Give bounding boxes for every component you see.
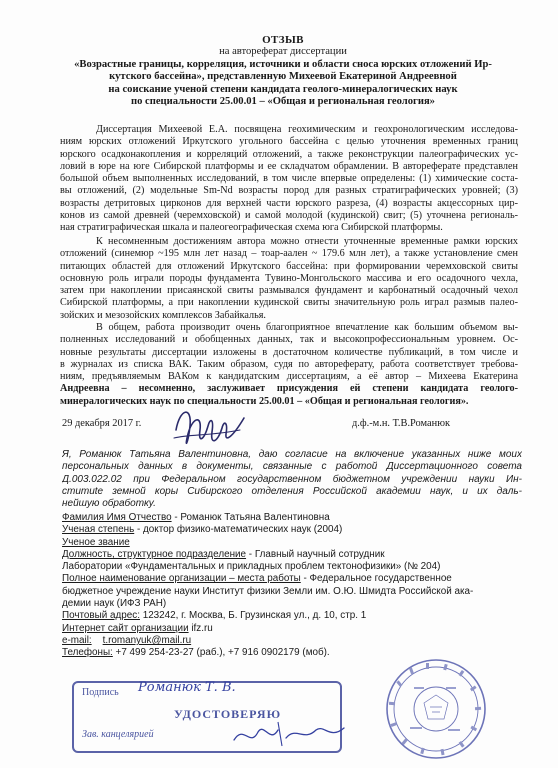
text-line: затем при накоплении присаянской свиты размывался фундамент и карбонатный осадочный чехол — [60, 285, 518, 297]
text-line: К несомненным достижениям автора можно отнести уточненные временные рамки юрских — [96, 236, 518, 247]
text-line: новные результаты диссертации изложены в достаточном количестве публикаций, в том числе и — [60, 346, 518, 358]
info-unit-row-2: Лаборатории «Фундаментальных и прикладных проблем тектонофизики» (№ 204) — [62, 561, 441, 573]
info-value: +7 499 254-23-27 (раб.), +7 916 0902179 (моб). — [112, 647, 330, 659]
document-header — [48, 34, 518, 108]
text-line: полненных исследований и обобщенных данных, так и высокопрофессиональным уровнем. Ос- — [60, 334, 518, 346]
info-degree-row — [62, 524, 532, 536]
info-org-row-2: бюджетное учреждение науки Институт физики Земли им. О.Ю. Шмидта Российской ака- — [62, 585, 474, 597]
text-line: В общем, работа производит очень благоприятное впечатление как большим объемом вы- — [96, 322, 518, 333]
text-line: ловий в юре на юге Сибирской платформы и ее складчатом обрамлении. В автореферате представлен — [60, 160, 518, 172]
text-line: ститute земной коры Сибирского отделения Российской академии наук, и их даль- — [62, 485, 522, 497]
signature-line — [62, 418, 518, 432]
text-line: Д.003.022.02 при Федеральном государственном бюджетном учреждении науки Ин- — [62, 473, 522, 485]
info-label: Почтовый адрес: — [62, 610, 140, 622]
info-site-row — [62, 623, 532, 635]
info-org-row — [62, 573, 532, 585]
review-paragraph-2 — [60, 236, 518, 322]
signer-name: д.ф.-м.н. Т.В.Романюк — [352, 418, 451, 429]
handwritten-signature — [170, 400, 250, 456]
info-value: - Главный научный сотрудник — [246, 548, 385, 560]
info-label: Телефоны: — [62, 647, 113, 659]
review-date: 29 декабря 2017 г. — [62, 418, 142, 429]
info-value: 123242, г. Москва, Б. Грузинская ул., д. 10, стр. 1 — [139, 610, 367, 622]
text-line: Сибирской платформы, а при накоплении кудинской свиты значительную роль играл размыв палео- — [60, 297, 518, 309]
text-line: основную роль играли породы фундамента Тувино-Монгольского массива и его осадочного чехла, — [60, 272, 518, 284]
text-line: зойских и мезозойских комплексов Забайкалья. — [60, 309, 266, 321]
text-line: ниям юрских отложений Иркутского угольного бассейна с целью уточнения временных границ — [60, 136, 518, 148]
text-line: конов из самой древней (черемховской) и самой молодой (кудинской) свит; (5) уточнена региональ- — [60, 210, 518, 222]
stamp-handwritten-signature — [230, 718, 350, 750]
info-label: Ученое звание — [62, 536, 130, 548]
stamp-office-label: Зав. канцелярией — [82, 729, 154, 740]
stamp-signature-label: Подпись — [82, 687, 119, 698]
info-value: - Федеральное государственное — [300, 573, 452, 585]
info-value: - доктор физико-математических наук (2004) — [134, 524, 343, 536]
email-link[interactable]: t.romanyuk@mail.ru — [102, 634, 192, 646]
text-line: большой объем выполненных исследований, в том числе впервые определены: (1) химические соста- — [60, 173, 518, 185]
text-line: возрасты детритовых цирконов для верхней части юрского разреза, (4) возрасты акцессорных цир- — [60, 197, 518, 209]
official-seal — [384, 657, 488, 761]
info-label: Интернет сайт организации — [62, 622, 189, 634]
text-line: персональных данных в документы, связанные с работой Диссертационного совета — [62, 461, 522, 473]
info-title-row — [62, 537, 532, 549]
text-line: отложений (синемюр ~195 млн лет назад – тоар-аален ~ 179.6 млн лет), а также установление смен — [60, 248, 518, 260]
document-title: ОТЗЫВ — [262, 34, 304, 46]
text-line: вы отложений, (2) модельные Sm-Nd возрасты пород для разных стратиграфических уровней; (3) — [60, 185, 518, 197]
info-name-row — [62, 512, 532, 524]
text-line: ниям, предъявляемым ВАКом к кандидатским диссертациям, а её автор – Михеева Екатерина — [60, 371, 518, 383]
consent-statement — [62, 449, 522, 510]
personal-info — [62, 512, 532, 660]
info-value: ifz.ru — [188, 622, 213, 634]
header-thesis-title-2: кутского бассейна», представленную Михеевой Екатериной Андреевной — [109, 71, 457, 83]
info-unit-row — [62, 549, 532, 561]
text-line: ная стратиграфическая шкала и палеогеографическая схема юга Сибирской платформы. — [60, 222, 443, 234]
text-line: Андреевна – несомненно, заслуживает присуждения ей степени кандидата геолого- — [60, 383, 518, 395]
info-label: Полное наименование организации – места работы — [62, 573, 301, 585]
stamp-handwritten-name: Романюк Т. В. — [138, 680, 236, 695]
review-paragraph-1 — [60, 124, 518, 235]
header-degree: на соискание ученой степени кандидата геолого-минералогических наук — [108, 83, 458, 95]
text-line: в журналах из списка ВАК. Таким образом, судя по автореферату, работа соответствует требова- — [60, 358, 518, 370]
header-thesis-title-1: «Возрастные границы, корреляция, источники и области сноса юрских отложений Ир- — [74, 58, 492, 70]
info-label: Ученая степень — [62, 524, 135, 536]
text-line: минералогических наук по специальности 25.00.01 – «Общая и региональная геология». — [60, 395, 469, 407]
text-line: Я, Романюк Татьяна Валентиновна, даю согласие на включение указанных ниже моих — [62, 449, 522, 460]
info-label: e-mail: — [62, 634, 92, 646]
info-value: - Романюк Татьяна Валентиновна — [171, 512, 330, 523]
stamp-certify-text: УДОСТОВЕРЯЮ — [174, 707, 282, 721]
header-subtitle: на автореферат диссертации — [219, 46, 347, 58]
text-line: нейшую обработку. — [62, 498, 156, 510]
text-line: питающих областей для отложений Иркутского бассейна: при формировании черемховской свиты — [60, 260, 518, 272]
info-org-row-3: демии наук (ИФЗ РАН) — [62, 598, 167, 610]
info-address-row — [62, 610, 532, 622]
header-specialty: по специальности 25.00.01 – «Общая и региональная геология» — [131, 96, 435, 108]
info-label: Фамилия Имя Отчество — [62, 512, 172, 523]
review-paragraph-3 — [60, 322, 518, 408]
text-line: юрского осадконакопления и корреляций отложений, а также реконструкции палеографических ус- — [60, 148, 518, 160]
info-label: Должность, структурное подразделение — [62, 548, 247, 560]
info-email-row — [62, 635, 532, 647]
text-line: Диссертация Михеевой Е.А. посвящена геохимическим и геохронологическим исследова- — [96, 124, 518, 135]
